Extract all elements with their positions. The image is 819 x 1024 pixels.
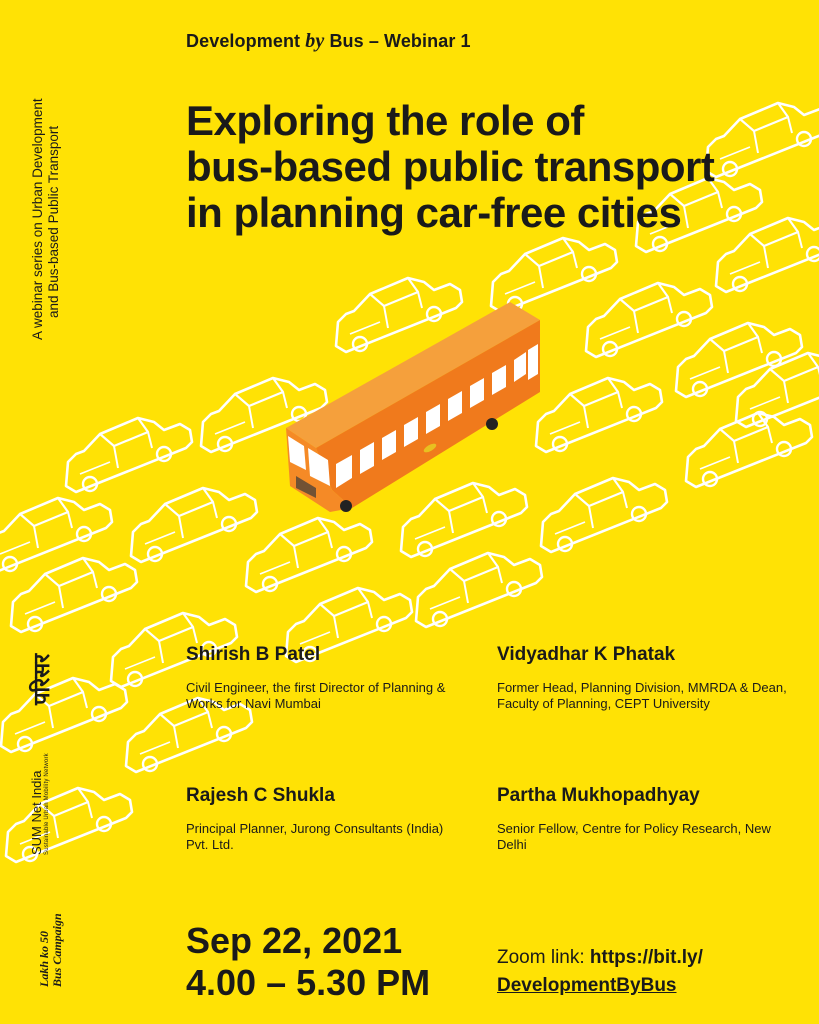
tagline-line: A webinar series on Urban Development [30,98,45,340]
speaker-name: Rajesh C Shukla [186,785,335,806]
speaker-name: Shirish B Patel [186,644,321,665]
title-line: Exploring the role of [186,97,584,144]
series-tagline [30,30,62,340]
title-line: in planning car-free cities [186,189,682,236]
speaker-name: Vidyadhar K Phatak [497,644,676,665]
event-datetime [186,920,430,1004]
zoom-link-part2[interactable]: DevelopmentByBus [497,975,677,996]
logo-word: परिसर [29,653,54,705]
campaign-line: Lakh ko 50 [37,930,51,987]
event-time: 4.00 – 5.30 PM [186,962,431,1003]
parisar-logo [26,654,56,705]
speaker-role: Senior Fellow, Centre for Policy Research, New Delhi [497,821,771,852]
series-by: by [305,30,325,52]
tagline-line: and Bus-based Public Transport [46,125,61,318]
zoom-info [497,944,703,1000]
speaker-role: Former Head, Planning Division, MMRDA & Dean, Faculty of Planning, CEPT University [497,680,787,711]
zoom-link-part1[interactable]: https://bit.ly/ [589,947,703,968]
zoom-label: Zoom link: [497,947,585,968]
speaker-card [497,785,797,853]
network-name: SUM Net India [29,770,44,855]
speaker-card [186,644,466,712]
series-prefix: Development [186,31,301,51]
speaker-role: Principal Planner, Jurong Consultants (India) Pvt. Ltd. [186,821,444,852]
network-subtitle: Sustainable Urban Mobility Network [44,753,50,855]
speaker-card [497,644,787,712]
speaker-card [186,785,466,853]
campaign-line: Bus Campaign [50,913,64,987]
series-label [186,30,471,53]
event-date: Sep 22, 2021 [186,920,403,961]
series-suffix: Bus – Webinar 1 [329,31,471,51]
speaker-role: Civil Engineer, the first Director of Planning & Works for Navi Mumbai [186,680,446,711]
title-line: bus-based public transport [186,143,715,190]
sumnet-logo [30,753,51,855]
campaign-logo [38,913,64,987]
page-title [186,98,806,236]
speaker-name: Partha Mukhopadhyay [497,785,700,806]
